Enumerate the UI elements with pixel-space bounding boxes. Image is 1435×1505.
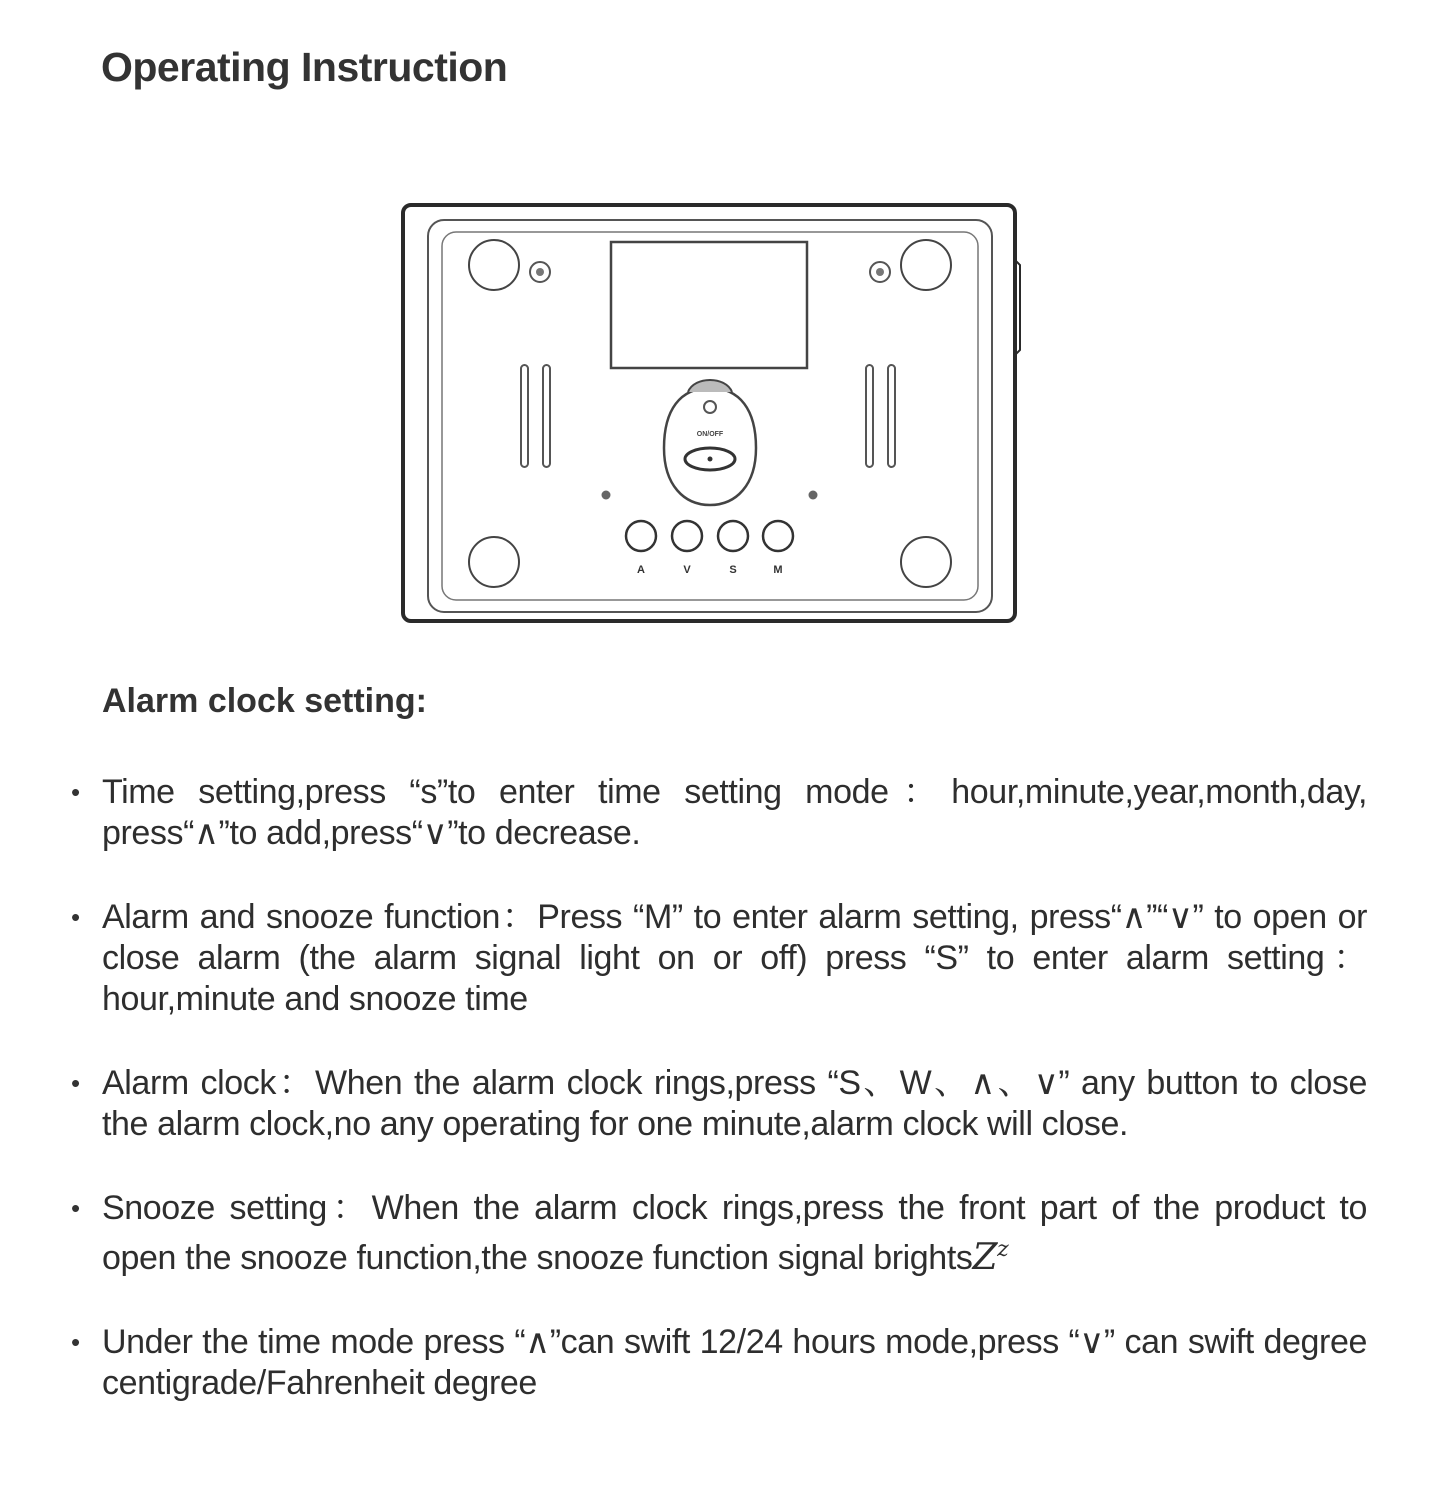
- instruction-item-time-setting: [62, 772, 1367, 854]
- bullet-icon: •: [71, 777, 80, 807]
- instruction-text: Time setting,press “s”to enter time setting mode：hour,minute,year,month,day, press“∧”to add,press“∨”to decrease.: [102, 773, 1367, 852]
- instruction-item-alarm-clock: [62, 1063, 1367, 1145]
- button-label-s: S: [729, 564, 737, 576]
- instruction-list: [62, 772, 1367, 1447]
- instruction-text: Snooze setting：When the alarm clock rings,press the front part of the product to open the snooze function,the snooze function signal brights: [102, 1189, 1367, 1277]
- bullet-icon: •: [71, 902, 80, 932]
- instruction-item-time-mode: [62, 1322, 1367, 1404]
- section-heading: Alarm clock setting:: [102, 682, 427, 720]
- instruction-text: Alarm and snooze function：Press “M” to enter alarm setting, press“∧”“∨” to open or close alarm (the alarm signal light on or off) press “S” to enter alarm setting：hour,minute and snooze time: [102, 898, 1367, 1018]
- button-label-a: A: [637, 564, 645, 576]
- snooze-zz-icon: $Z^z$: [972, 1237, 1009, 1278]
- page-title: Operating Instruction: [101, 44, 508, 90]
- instruction-text: Alarm clock：When the alarm clock rings,press “S、W、∧、∨” any button to close the alarm clock,no any operating for one minute,alarm clock will close.: [102, 1064, 1367, 1143]
- bullet-icon: •: [71, 1068, 80, 1098]
- device-back-diagram: [398, 200, 1024, 628]
- snooze-pad-label: ON/OFF: [696, 431, 724, 438]
- instruction-item-snooze-setting: [62, 1188, 1367, 1279]
- instruction-text: Under the time mode press “∧”can swift 12/24 hours mode,press “∨” can swift degree centigrade/Fahrenheit degree: [102, 1323, 1367, 1402]
- instruction-item-alarm-snooze: [62, 897, 1367, 1020]
- button-label-v: V: [683, 564, 691, 576]
- bullet-icon: •: [71, 1193, 80, 1223]
- bullet-icon: •: [71, 1327, 80, 1357]
- button-label-m: M: [773, 564, 783, 576]
